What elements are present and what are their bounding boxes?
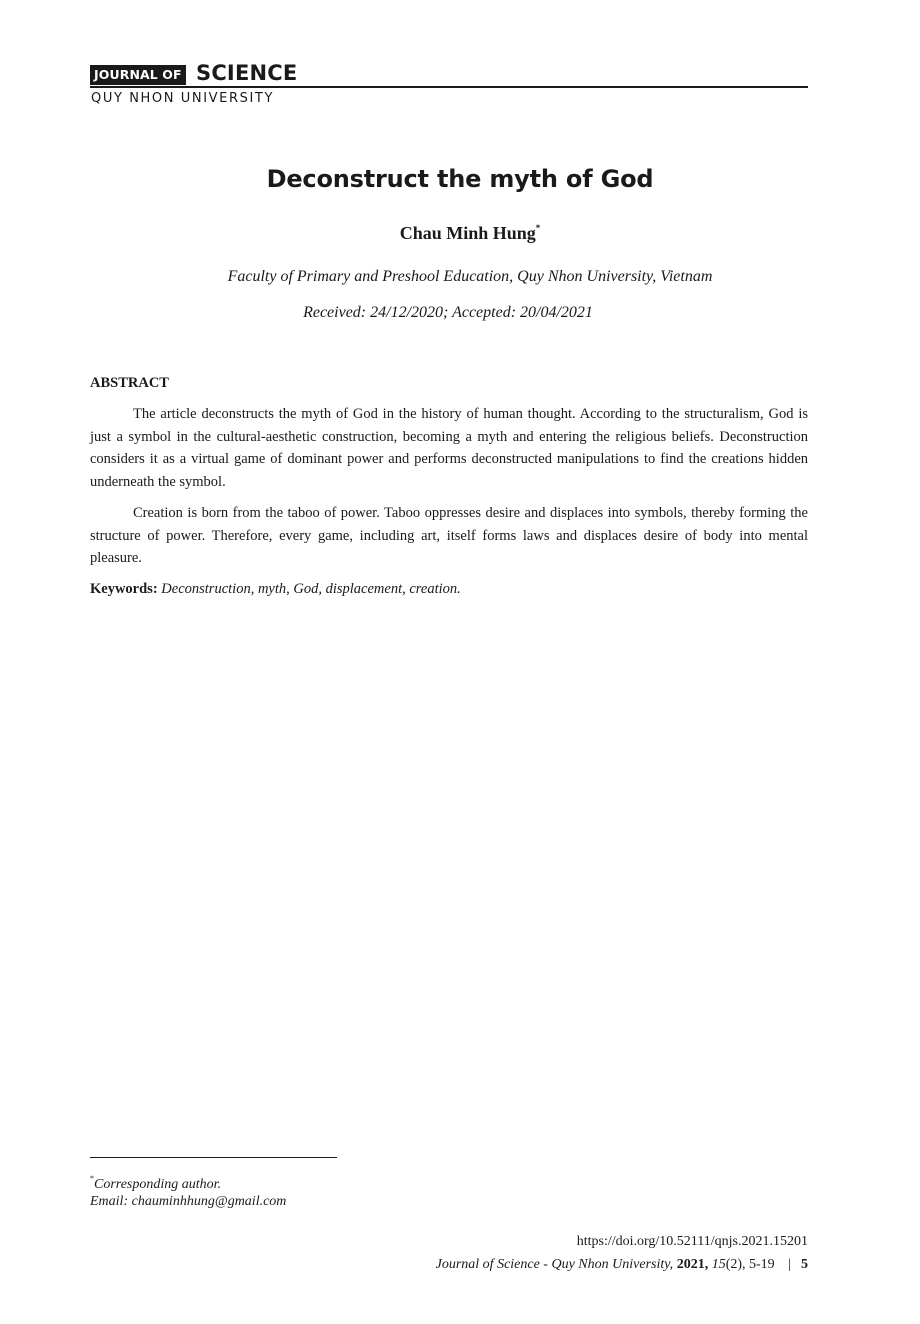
keywords-list: Deconstruction, myth, God, displacement, creation. <box>161 581 461 597</box>
author-footnote-mark: * <box>535 223 541 233</box>
masthead-rule <box>90 86 808 88</box>
page-number: 5 <box>801 1257 808 1272</box>
received-accepted-dates: Received: 24/12/2020; Accepted: 20/04/2021 <box>303 304 593 321</box>
abstract-heading: ABSTRACT <box>90 375 169 391</box>
journal-citation: Journal of Science - Quy Nhon University, <box>435 1257 674 1272</box>
keywords-label: Keywords: <box>90 581 158 597</box>
citation-year: 2021, <box>676 1257 709 1272</box>
footnote-corresponding <box>90 1170 221 1194</box>
journal-name: SCIENCE <box>196 61 298 85</box>
author-line <box>0 217 920 244</box>
footer-separator: | <box>788 1257 791 1272</box>
footnote-email[interactable]: Email: chauminhhung@gmail.com <box>90 1194 287 1209</box>
author-name: Chau Minh Hung <box>399 223 536 243</box>
author-affiliation: Faculty of Primary and Preshool Education, Quy Nhon University, Vietnam <box>227 268 713 285</box>
citation-footer <box>436 1256 808 1274</box>
journal-masthead <box>90 62 808 104</box>
article-title: Deconstruct the myth of God <box>266 165 654 193</box>
citation-volume: 15 <box>711 1257 726 1272</box>
citation-issue-pages: (2), 5-19 <box>725 1257 775 1272</box>
corresponding-author-note: Corresponding author. <box>94 1177 222 1192</box>
footnote-mark: * <box>90 1174 94 1183</box>
keywords-line <box>90 578 461 600</box>
abstract-paragraph-2: Creation is born from the taboo of power. Taboo oppresses desire and displaces into symbols, thereby forming the structure of power. Therefore, every game, including art, itself forms laws and displaces desire of body into mental pleasure. <box>90 505 808 566</box>
abstract-paragraph-1: The article deconstructs the myth of God in the history of human thought. According to the structuralism, God is just a symbol in the cultural-aesthetic construction, becoming a myth and entering the religious beliefs. Deconstruction considers it as a virtual game of dominant power and performs deconstructed manipulations to find the creations hidden underneath the symbol. <box>90 406 808 490</box>
university-name: QUY NHON UNIVERSITY <box>91 91 274 106</box>
journal-badge: JOURNAL OF <box>90 65 186 85</box>
footnote-rule <box>90 1157 337 1158</box>
doi-link[interactable]: https://doi.org/10.52111/qnjs.2021.15201 <box>576 1234 808 1249</box>
